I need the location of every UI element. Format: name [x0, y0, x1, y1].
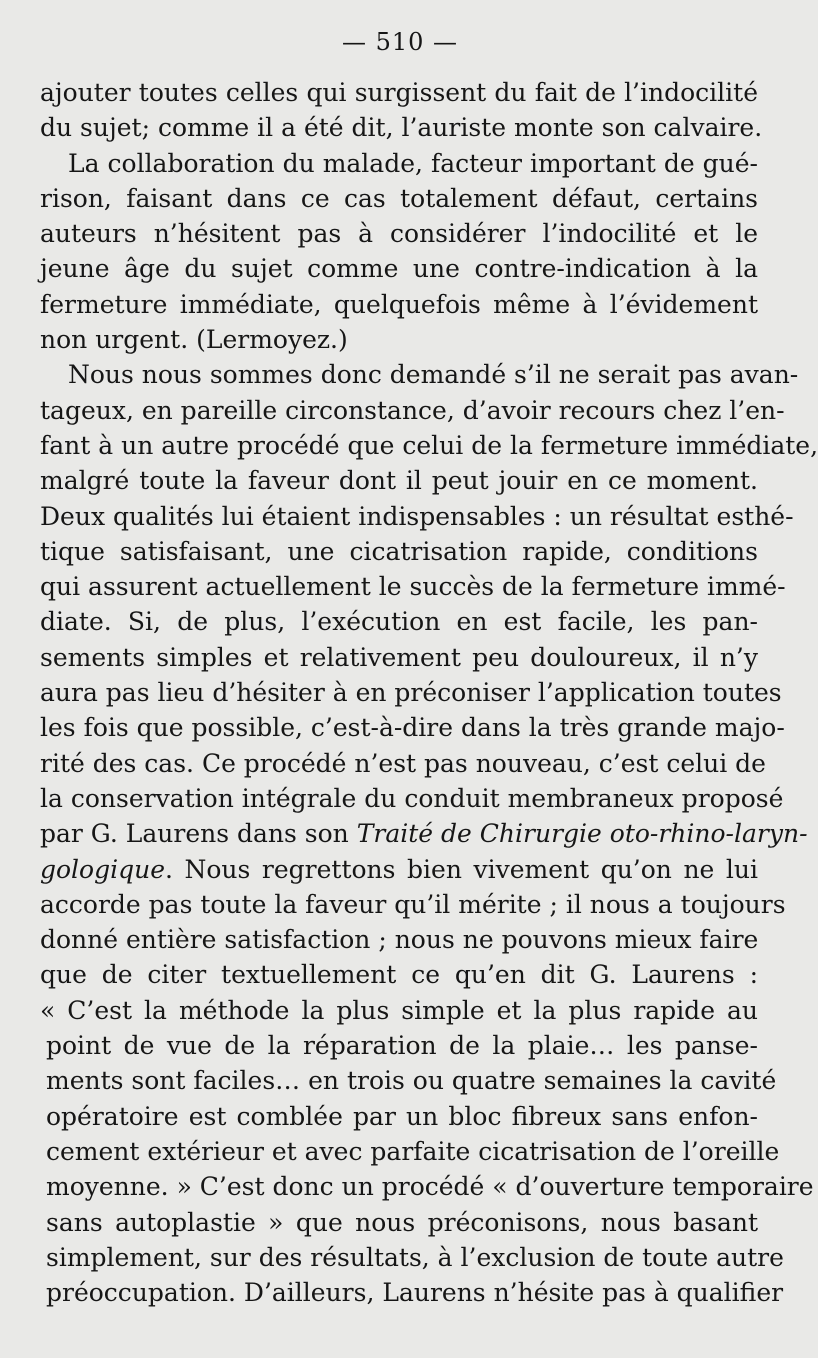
- text-line: diate. Si, de plus, l’exécution en est facile, les pan-: [40, 607, 758, 637]
- text-line: les fois que possible, c’est-à-dire dans la très grande majo-: [40, 713, 785, 743]
- text-line: La collaboration du malade, facteur important de gué-: [68, 148, 758, 178]
- text-line: rité des cas. Ce procédé n’est pas nouveau, c’est celui de: [40, 748, 766, 778]
- text-line: sements simples et relativement peu douloureux, il n’y: [40, 642, 758, 672]
- text-line: préoccupation. D’ailleurs, Laurens n’hésite pas à qualifier: [46, 1278, 784, 1308]
- text-line: Nous nous sommes donc demandé s’il ne serait pas avan-: [68, 360, 799, 390]
- text-line-with-book-title: [40, 852, 758, 887]
- text-line: tageux, en pareille circonstance, d’avoir recours chez l’en-: [40, 395, 785, 425]
- text-line: aura pas lieu d’hésiter à en préconiser l’application toutes: [40, 678, 782, 708]
- text-line: ments sont faciles… en trois ou quatre semaines la cavité: [46, 1066, 777, 1096]
- text-line: tique satisfaisant, une cicatrisation rapide, conditions: [40, 536, 758, 566]
- book-title-italic: gologique: [40, 854, 165, 884]
- text-line: que de citer textuellement ce qu’en dit G. Laurens :: [40, 960, 758, 990]
- text-line: rison, faisant dans ce cas totalement défaut, certains: [40, 183, 758, 213]
- text-line: non urgent. (Lermoyez.): [40, 325, 348, 355]
- text-line: auteurs n’hésitent pas à considérer l’indocilité et le: [40, 219, 758, 249]
- page-number: — 510 —: [341, 28, 459, 56]
- text-line: fant à un autre procédé que celui de la fermeture immédiate,: [40, 430, 818, 460]
- text-line: moyenne. » C’est donc un procédé « d’ouverture temporaire: [46, 1172, 814, 1202]
- text-line: ajouter toutes celles qui surgissent du fait de l’indocilité: [40, 78, 758, 107]
- text-line: Deux qualités lui étaient indispensables : un résultat esthé-: [40, 501, 794, 531]
- text-line: accorde pas toute la faveur qu’il mérite ; il nous a toujours: [40, 889, 786, 919]
- text-line: « C’est la méthode la plus simple et la plus rapide au: [40, 995, 758, 1025]
- text-line: donné entière satisfaction ; nous ne pouvons mieux faire: [40, 925, 759, 955]
- text-line: cement extérieur et avec parfaite cicatrisation de l’oreille: [46, 1136, 780, 1166]
- text-line: sans autoplastie » que nous préconisons, nous basant: [46, 1207, 758, 1237]
- text-fragment: . Nous regrettons bien vivement qu’on ne lui: [165, 854, 758, 884]
- text-line: la conservation intégrale du conduit membraneux proposé: [40, 783, 784, 813]
- text-line: opératoire est comblée par un bloc fibreux sans enfon-: [46, 1101, 758, 1131]
- book-title-italic: Traité de Chirurgie oto-rhino-laryn-: [356, 819, 808, 849]
- text-line: point de vue de la réparation de la plaie… les panse-: [46, 1031, 758, 1061]
- text-line-with-book-title: [40, 816, 808, 851]
- text-line: qui assurent actuellement le succès de la fermeture immé-: [40, 572, 786, 602]
- text-line: malgré toute la faveur dont il peut jouir en ce moment.: [40, 466, 758, 496]
- text-line: simplement, sur des résultats, à l’exclusion de toute autre: [46, 1242, 784, 1272]
- text-line: jeune âge du sujet comme une contre-indication à la: [40, 254, 758, 284]
- text-fragment: par G. Laurens dans son: [40, 819, 357, 849]
- text-line: du sujet; comme il a été dit, l’auriste monte son calvaire.: [40, 113, 763, 143]
- text-line: fermeture immédiate, quelquefois même à l’évidement: [40, 289, 758, 319]
- body-text: [40, 75, 818, 1310]
